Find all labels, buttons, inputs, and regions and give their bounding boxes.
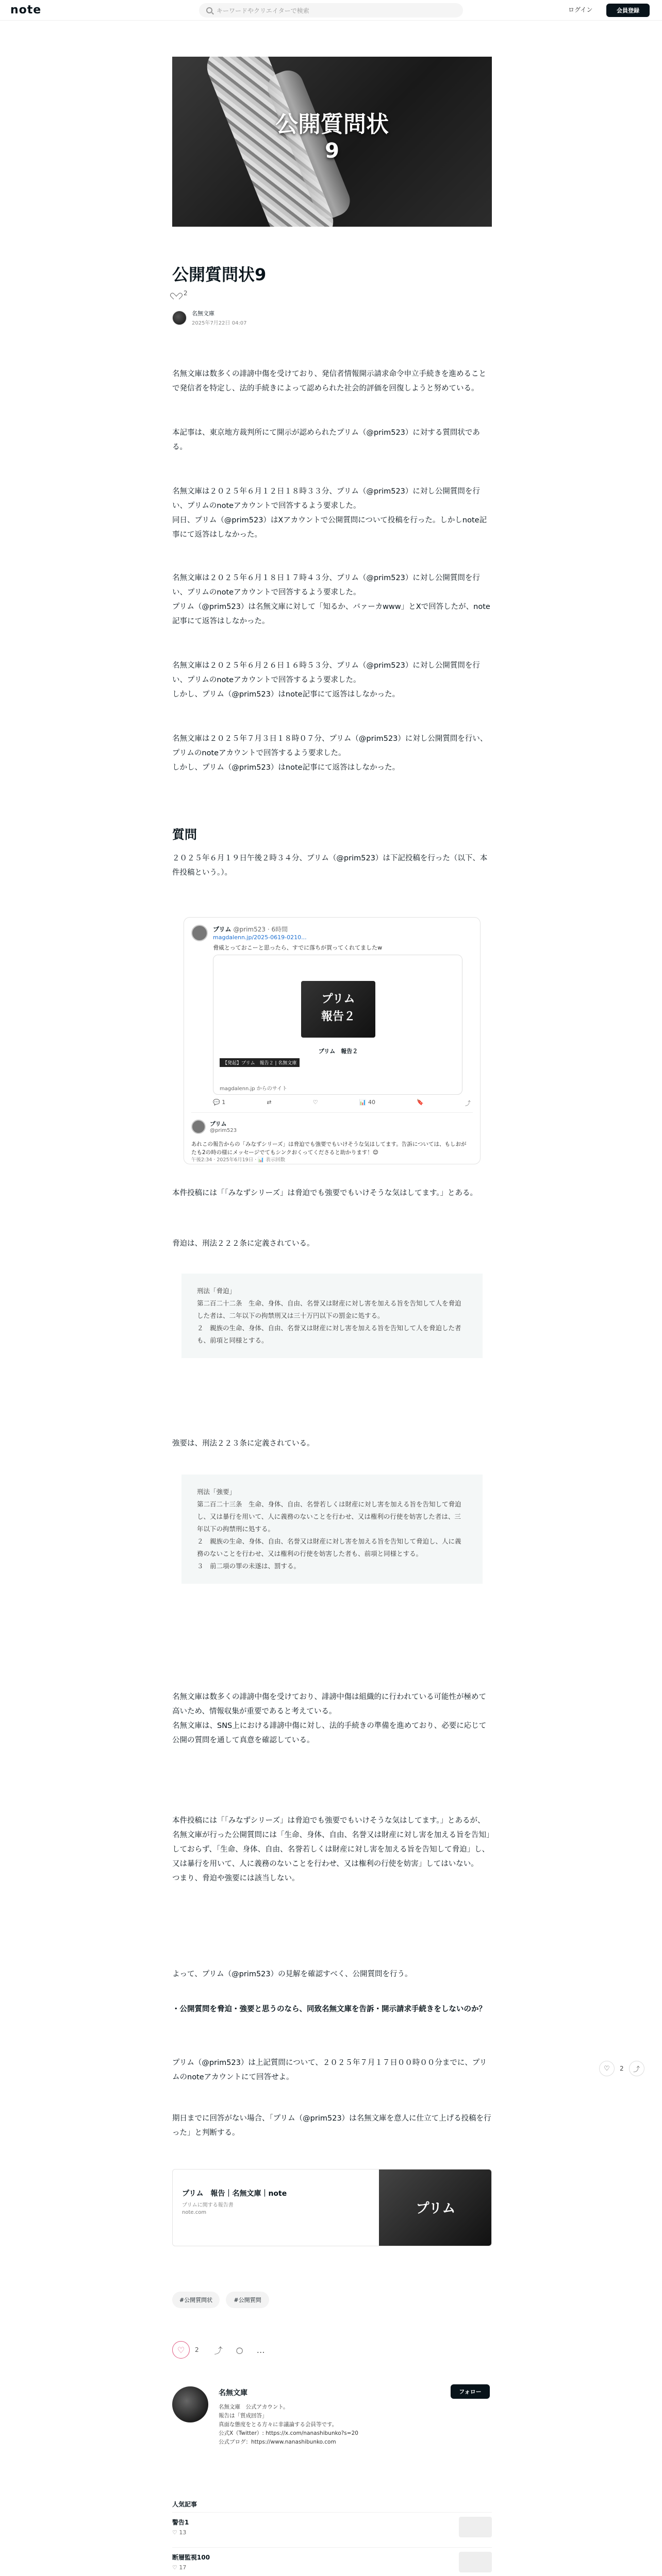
question-statement: ・公開質問を脅迫・強要と思うのなら、同致名無文庫を告訴・開示請求手続きをしないのか？ [172,2005,486,2013]
link-card-subtitle: プリムに関する報告書 [182,2202,234,2208]
tweet-link-card[interactable] [213,955,462,1095]
popular-item[interactable] [172,2512,492,2543]
publish-date: 2025年7月22日 04:07 [192,320,247,326]
floating-share-button[interactable]: ⤴ [629,2061,644,2076]
retweet-icon[interactable]: ⇄ [267,1099,272,1106]
quote-kyouyou: 刑法「強要」 第二百二十三条 生命、身体、自由、名誉若しくは財産に対し害を加える旨を告知して脅迫し、又は暴行を用いて、人に義務のないことを行わせ、又は権利の行使を妨害した者は、三年以下の拘禁刑に処する。 ２ 親族の生命、身体、自由、名誉又は財産に対し害を加える旨を告知して脅迫し、人に義務のないことを行わせ、又は権利の行使を妨害した者も、前項と同様とする。 ３ 前二項の罪の未遂は、罰する。 [181,1475,483,1584]
reply-handle: @prim523 [210,1128,237,1133]
signup-button[interactable]: 会員登録 [606,4,650,17]
search-icon [206,7,212,13]
paragraph-intro: 名無文庫は数多くの誹謗中傷を受けており、発信者情報開示請求命令申立手続きを進めることで発信者を特定し、法的手続きによって認められた社会的評価を回復しようと努めている。 [172,370,486,393]
tweet-actions [213,1099,471,1107]
tweet-link[interactable]: magdalenn.jp/2025-0619-0210... [213,934,307,941]
floating-like-count: 2 [620,2065,624,2072]
like-count-row [172,290,492,297]
note-logo[interactable]: note [10,4,42,16]
author-name[interactable]: 名無文庫 [192,310,214,317]
hero-title: 公開質問状 [275,111,389,138]
link-card-image-text: プリム [416,2201,456,2216]
popular-heading: 人気記事 [172,2501,197,2508]
view-count[interactable]: 📊 40 [359,1099,375,1106]
search-placeholder: キーワードやクリエイターで検索 [217,7,309,14]
paragraph-analysis-1: 名無文庫は数多くの誹謗中傷を受けており、誹謗中傷は組織的に行われている可能性が極めて高いため、情報収集が重要であると考えている。 名無文庫は、SNS上における誹謗中傷に対し、法的手続きの準備を進めており、必要に応じて公開の質問を通して真意を確認している。 [172,1693,487,1744]
paragraph-kyouyou-intro: 強要は、刑法２２３条に定義されている。 [172,1439,315,1448]
paragraph-after-tweet: 本件投稿には「「みなずシリーズ」は脅迫でも強要でもいけそうな気はしてます。」とある。 [172,1189,478,1197]
embedded-tweet[interactable] [184,917,481,1164]
quote-kyouhaku: 刑法「脅迫」 第二百二十二条 生命、身体、自由、名誉又は財産に対し害を加える旨を告知して人を脅迫した者は、二年以下の拘禁刑又は三十万円以下の罰金に処する。 ２ 親族の生命、身体、自由、名誉又は財産に対し害を加える旨を告知して人を脅迫した者も、前項と同様とする。 [181,1274,483,1358]
hero-number: 9 [325,139,339,163]
search-input[interactable] [199,3,463,18]
popular-item[interactable] [172,2547,492,2576]
article-action-bar [172,2341,492,2359]
popular-item-title: 警告1 [172,2519,189,2526]
like-count: 2 [184,290,188,297]
link-card-image [379,2170,492,2246]
profile-avatar[interactable] [172,2386,208,2422]
popular-item-thumbnail [459,2517,492,2537]
tweet-avatar[interactable] [191,925,208,941]
card-thumbnail [301,981,375,1038]
like-icon[interactable]: ♡ [312,1099,318,1106]
paragraph-target: 本記事は、東京地方裁判所にて開示が認められたプリム（@prim523）に対する質問状である。 [172,429,480,451]
paragraph-analysis-2: 本件投稿には「「みなずシリーズ」は脅迫でも強要でもいけそうな気はしてます。」とあるが、名無文庫が行った公開質問には「生命、身体、自由、名誉又は財産に対し害を加える旨を告知」しておらず、「生命、身体、自由、名誉若しくは財産に対し害を加える旨を告知して脅迫」し、又は暴行を用いて、人に義務のないことを行わせ、又は権利の行使を妨害」してはいない。 つまり、脅迫や強要には該当しない。 [172,1817,490,1883]
profile-bio: 名無文庫 公式アカウント。 報告は「質成回答」 真面な態度をとる方々に非議論する会員等です。 公式X（Twitter）: https://x.com/nanashibunko?s=20 公式ブログ：https://www.nanashibunko.com [219,2404,358,2445]
hero-image [172,57,492,227]
like-count: 2 [195,2346,199,2353]
profile-name[interactable]: 名無文庫 [219,2389,247,2397]
reply-icon[interactable]: 💬 1 [213,1099,226,1106]
login-link[interactable]: ログイン [568,6,593,13]
popular-item-title: 断層監視100 [172,2554,210,2561]
card-caption: プリム 報告２ [318,1048,358,1055]
tweet-timestamp: 午後2:34 · 2025年6月19日 · 📊 表示回数 [191,1157,286,1163]
bookmark-icon[interactable]: 🔖 [417,1099,424,1106]
tweet-author: プリム @prim523 · 6時間 [213,926,288,933]
share-icon[interactable]: ⤴ [214,2345,223,2355]
heading-question: 質問 [172,827,197,842]
follow-button[interactable]: フォロー [451,2384,490,2399]
card-tag: 【発起】プリム 報告２ | 名無文庫 [220,1058,300,1067]
tag-chip[interactable]: #公開質問状 [172,2292,220,2308]
paragraph-deadline: プリム（@prim523）は上記質問について、２０２５年７月１７日００時００分までに、プリムのnoteアカウントにて回答せよ。 [172,2059,487,2081]
tweet-text: 脅威とっておこーと思ったら、すでに落ちが買ってくれてましたw [213,944,383,951]
comment-icon[interactable]: ○ [236,2345,243,2355]
like-button[interactable]: ♡ [172,2341,190,2359]
floating-like-button[interactable]: ♡ [599,2061,615,2076]
popular-item-likes: ♡ 17 [172,2564,187,2571]
more-icon[interactable]: … [256,2345,265,2355]
paragraph-closing: 期日までに回答がない場合、「プリム（@prim523）は名無文庫を意人に仕立て上げる投稿を行った」と判断する。 [172,2114,491,2137]
paragraph-confirm: よって、プリム（@prim523）の見解を確認すべく、公開質問を行う。 [172,1970,412,1978]
reply-author: プリム [210,1121,227,1127]
link-card-domain: note.com [182,2210,207,2215]
note-link-card[interactable] [172,2169,492,2246]
link-card-title: プリム 報告｜名無文庫｜note [182,2190,287,2198]
author-avatar[interactable] [172,311,187,325]
reply-avatar[interactable] [191,1120,206,1134]
article-title: 公開質問状9 [172,265,267,284]
card-domain: magdalenn.jp からのサイト [220,1086,288,1092]
top-bar [0,0,662,21]
card-thumb-sub: 報告２ [321,1010,355,1023]
paragraph-history-3: 名無文庫は２０２５年６月２６日１６時５３分、プリム（@prim523）に対し公開質問を行い、プリムのnoteアカウントで回答するよう要求した。 しかし、プリム（@prim523）はnote記事にて返答はしなかった。 [172,662,480,699]
floating-actions [599,2061,644,2076]
tag-chip[interactable]: #公開質問 [226,2292,269,2308]
paragraph-kyouhaku-intro: 脅迫は、刑法２２２条に定義されている。 [172,1240,315,1248]
popular-item-likes: ♡ 13 [172,2529,187,2536]
share-icon[interactable]: ⤴ [465,1100,471,1107]
paragraph-history-4: 名無文庫は２０２５年７月３日１８時０７分、プリム（@prim523）に対し公開質問を行い、プリムのnoteアカウントで回答するよう要求した。 しかし、プリム（@prim523）はnote記事にて返答はしなかった。 [172,735,488,772]
paragraph-question-intro: ２０２５年６月１９日午後２時３４分、プリム（@prim523）は下記投稿を行った（以下、本件投稿という。）。 [172,854,488,877]
heart-icon[interactable] [172,290,179,297]
popular-item-thumbnail [459,2552,492,2572]
tweet-divider [191,1112,473,1113]
author-block [172,309,492,326]
paragraph-history-2: 名無文庫は２０２５年６月１８日１７時４３分、プリム（@prim523）に対し公開質問を行い、プリムのnoteアカウントで回答するよう要求した。 プリム（@prim523）は名無文庫に対して「知るか、バァーカwww」とXで回答したが、note記事にて返答はしなかった。 [172,574,490,625]
reply-text: あれこの報告からの「みなずシリーズ」は脅迫でも強要でもいけそうな気はしてます。告訴については、もしおがたも2の時の様にメッセージでてもシンクおくってくださると助かります！😊 [191,1141,467,1156]
paragraph-history-1: 名無文庫は２０２５年６月１２日１８時３３分、プリム（@prim523）に対し公開質問を行い、プリムのnoteアカウントで回答するよう要求した。 同日、プリム（@prim523）はXアカウントで公開質問について投稿を行った。しかしnote記事にて返答はしなかった。 [172,487,487,539]
card-thumb-title: プリム [321,993,355,1006]
